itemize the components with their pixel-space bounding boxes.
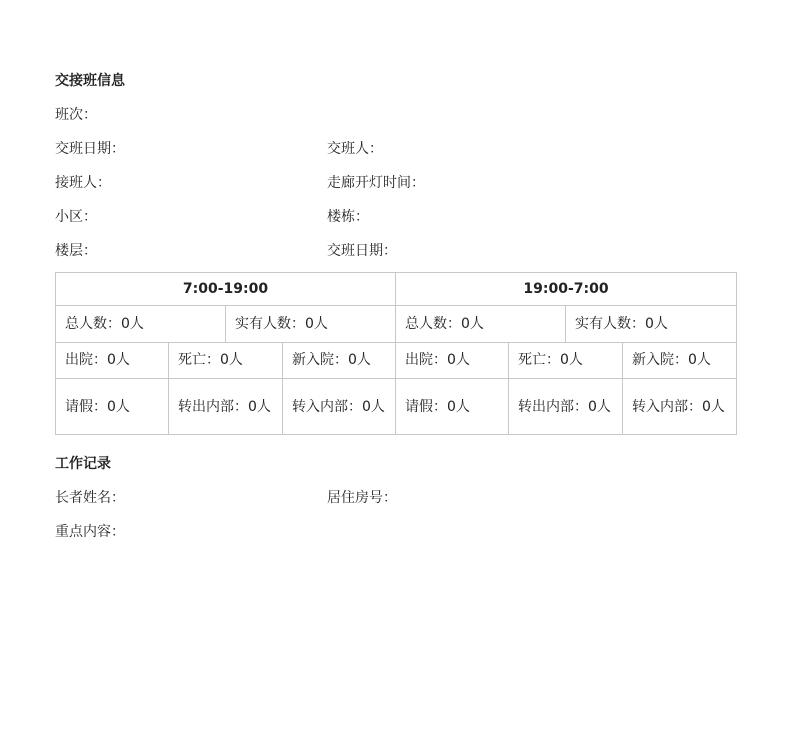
shift-statistics-table <box>55 272 737 343</box>
day-shift-header: 7:00-19:00 <box>56 273 396 306</box>
handover-date-label: 交班日期： <box>55 141 125 157</box>
handover-person-label: 交班人： <box>327 141 383 157</box>
handover-date-label-2: 交班日期： <box>327 243 397 259</box>
table-row <box>56 306 737 343</box>
table-header-row <box>56 273 737 306</box>
shift-label: 班次： <box>55 107 97 123</box>
night-actual-count: 实有人数：0人 <box>566 306 737 343</box>
floor-label: 楼层： <box>55 243 97 259</box>
night-transfer-out: 转出内部：0人 <box>509 379 623 435</box>
table-row <box>56 379 737 435</box>
community-label: 小区： <box>55 209 97 225</box>
table-row <box>56 342 737 379</box>
night-leave: 请假：0人 <box>396 379 509 435</box>
day-total-count: 总人数：0人 <box>56 306 226 343</box>
room-number-label: 居住房号： <box>327 490 397 506</box>
night-transfer-in: 转入内部：0人 <box>623 379 737 435</box>
work-record-section-title: 工作记录 <box>55 456 111 472</box>
day-actual-count: 实有人数：0人 <box>226 306 396 343</box>
receiver-label: 接班人： <box>55 175 111 191</box>
night-shift-header: 19:00-7:00 <box>396 273 737 306</box>
day-deceased: 死亡：0人 <box>169 342 283 379</box>
shift-statistics-table-detail <box>55 342 737 435</box>
night-deceased: 死亡：0人 <box>509 342 623 379</box>
day-admitted: 新入院：0人 <box>283 342 396 379</box>
night-admitted: 新入院：0人 <box>623 342 737 379</box>
key-content-label: 重点内容： <box>55 524 125 540</box>
night-discharged: 出院：0人 <box>396 342 509 379</box>
day-transfer-out: 转出内部：0人 <box>169 379 283 435</box>
handover-section-title: 交接班信息 <box>55 73 125 89</box>
building-label: 楼栋： <box>327 209 369 225</box>
day-transfer-in: 转入内部：0人 <box>283 379 396 435</box>
elder-name-label: 长者姓名： <box>55 490 125 506</box>
day-discharged: 出院：0人 <box>56 342 169 379</box>
night-total-count: 总人数：0人 <box>396 306 566 343</box>
corridor-light-time-label: 走廊开灯时间： <box>327 175 425 191</box>
day-leave: 请假：0人 <box>56 379 169 435</box>
